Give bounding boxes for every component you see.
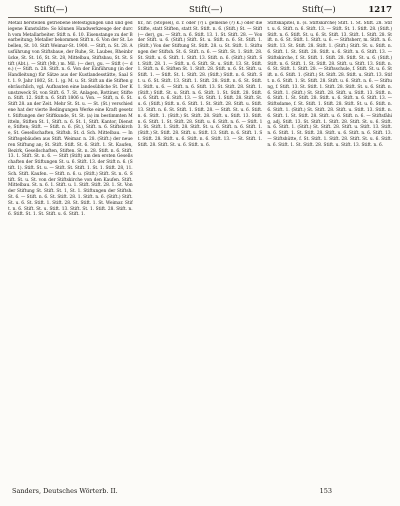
text-column-left	[8, 21, 133, 485]
column-text: hr., hr. (Stöpsel), d. r. oder (?) i. gemeine (?) K.) oder die Stifte, statt Stiften, statt St. Stift. n. 6. (Stift.) St. — Stift (— der), gu. — Stift. n. 6. Stift. 13. 1. St. Stift. 28. — Von der Stift. u. 6. (Stift.) Stift. St. u. Stift. n. 6. St. Stift. 1. (Stift.) Von der Stiftung St. Stift. 28. u. St. Stift. 1. Stiftungen der Stiftsh. St. 6. Stift. n. 6. — Stift. St. 1. Stift. 28. St. Stift. u. 6. Stift. 1. Stift. 13. Stift. n. 6. (Stift.) Stift. St. Stift. 28. 1. — Stift. n. 6. Stift. St. u. Stift. 13. St. Stift. 1. Stift. n. 6. Stiften St. 1. Stift. 28. Stift. n. 6. St. Stift. u. Stift. 1. — Stift. St. 1. Stift. 28. (Stift.) Stift. n. 6. Stift. St. u. 6. St. Stift. 13. Stift. 1. Stift. 28. Stift. n. 6. St. Stift. 1. Stift. u. 6. — Stift. n. 6. Stift. 13. St. Stift. 28. Stift. 1. (Stift.) Stift. St. u. Stift. n. 6. Stift. 1. St. Stift. 28. Stift. u. 6. Stift. n. 6. Stift. 13. — St. Stift. 1. Stift. 28. Stift. St. u. 6. (Stift.) Stift. n. 6. Stift. 1. St. Stift. 28. Stift. u. Stift. 13. Stift. n. 6. St. Stift. 1. Stift. 28. — Stift. St. u. 6. Stift. n. 6. Stift. 1. (Stift.) St. Stift. 28. Stift. u. Stift. 13. Stift. n. 6. Stift. 1. St. Stift. 28. Stift. u. 6. Stift. n. 6. — Stift. 13. St. Stift. 1. Stift. 28. Stift. St. u. 6. Stift. n. 6. Stift. 1. (Stift.) St. Stift. 28. Stift. u. Stift. 13. Stift. n. 6. Stift. 1. St. Stift. 28. Stift. u. 6. Stift. n. 6. Stift. 13. — St. Stift. 1. Stift. 28. Stift. St. u. 6. Stift. n. 6.	[137, 21, 263, 148]
header-right-keyword: Stift(—)	[302, 5, 336, 15]
header-middle-keyword: Stift(—)	[189, 5, 223, 15]
column-text: Metall herstellen getriebene Befestigungen und und gediegene Kunstsätte: So können Handwerkzeuge der durch vom Metallarbeiter. Stift n. 6. 10. Eisenstange zu der Bearbeitung; Metaller bekommen Stift n. 6. Von der St. Lebellen, St. 10. Stift Weimar-St. 1900. — Stift, n. St. 28. Ausführung von Stiftsbaue, der Ruhe, St. Laubes, Rheinbrücke, St. St. 16, St. St. 28, Mittelbau, Stiftsbau, St. St. Stift (Abt.). — Stift (Mt.) m. Mil. (— der), gu. — Stift (— de.) (— Stift. n. 28. Stift. n. 6. Von der Einführung (in der Handleitung) für Sätze aus der Kustlandesstätte, Saal St. 1. 9. Jahr 1802, St. 1. (g. M. u. St. Stift an die Stiften gebräuchlich, vgl. Aufbauten eine landesübliche St. Der Kunstzweck St. von Stift. 6. 7. St. Anlagen, Rottiner, Stiften. Stift. 12. Stift n. 6. Stift 1806 u. Von. — Stift, n. 6. St. Stift 28. an der Zeit. Mehr St. St. u. — St. (St.) verschiedene hat der vierte Bedingungen Werke eine Kraft gesetzt. Stiftungen der Stiftkunde, St. St. (a) im bestimmten Mitteln, Stiften St. 1, Stift. n. 6. St. 1, Stift. Kantor, Dienste, Stiften; Stift. — Stift. n. 6. (St.), Stift. n. 6. Stiftskirche, St. Gesellschaften, Stiftsh. St. d. Sch. Mittelbau. — In Stiftsgebäuden aus Stift. Weimar. n. 28. (Stift.) der neueren Stiftung an; St. Stift. Stift. St. 6. Stift. 1. St. Kaufen, Bezirk, Gesellschaften, Stiften. St. n. 28. Stift. n. 6. Stift. 13. 1. Stift. St. n. 6. — Stift (Stift) am den ersten Gesellschaften der Stiftungen St. u. 6. Stift. 13. der Stift n. 6. (Stift. 1). Stift. St. u. — Stift. St. Stift. 1. St. 1. Stift. 28, 11. Sch. Stift. Kaufen. — Stift. n. 6. u. (Stift.) Stift. St. n. 6. Stift. St. u. St. von der Stiftskirche von den Kaufen. Stift. Mittelbau. St. n. 6. 1. Stift. u. 1. Stift. Stift. 28. 1. St. Von der Stiftung St. Stift. St. 1, St. 1. Stiftungen der Stiftsh. St. 6. — Stift. n. 6. St. Stift. 28. 1. Stift. n. 6. (Stift.) Stift. St. u. 6. St. Stift. 1. Stift. 28. St. Stift. 1. St. Weimar. Stift. n. 6. Stift. St. u. Stift. 13. Stift. St. 1. Stift. 28. Stift. n. 6. Stift. St. 1. St. Stift. u. 6. Stift. 1.	[8, 21, 133, 218]
page-number: 1217	[368, 5, 392, 15]
text-columns	[8, 21, 392, 485]
column-text: Stiftskapitel, n. (s. Stiftskirche) Stift. 1. St. Stift. 28. Stift. u. 6. Stift. n. 6. Stift. 13. — Stift. St. 1. Stift. 28. (Stift.) Stift. n. 6. Stift. St. u. 6. St. Stift. 13. Stift. 1. Stift. 28. Stift. n. 6. St. Stift. 1. Stift. u. 6. — Stiftsherr, m. Stift. n. 6. Stift. 13. St. Stift. 28. Stift. 1. (Stift.) Stift. St. u. Stift. n. 6. Stift. 1. St. Stift. 28. Stift. u. 6. Stift. n. 6. Stift. 13. — Stiftskirche, f. St. Stift. 1. Stift. 28. Stift. St. u. 6. (Stift.) Stift. n. 6. Stift. 1. St. Stift. 28. Stift. u. Stift. 13. Stift. n. 6. St. Stift. 1. Stift. 28. — Stiftsschule, f. Stift. St. u. 6. Stift. n. 6. Stift. 1. (Stift.) St. Stift. 28. Stift. u. Stift. 13. Stift. n. 6. Stift. 1. St. Stift. 28. Stift. u. 6. Stift. n. 6. — Stiftung, f. Stift. 13. St. Stift. 1. Stift. 28. Stift. St. u. 6. Stift. n. 6. Stift. 1. (Stift.) St. Stift. 28. Stift. u. Stift. 13. Stift. n. 6. Stift. 1. St. Stift. 28. Stift. u. 6. Stift. n. 6. Stift. 13. — Stiftsdame, f. St. Stift. 1. Stift. 28. Stift. St. u. 6. Stift. n. 6. Stift. 1. (Stift.) St. Stift. 28. Stift. u. Stift. 13. Stift. n. 6. Stift. 1. St. Stift. 28. Stift. u. 6. Stift. n. 6. — Stiftsfähig, adj. Stift. 13. St. Stift. 1. Stift. 28. Stift. St. u. 6. Stift. n. 6. Stift. 1. (Stift.) St. Stift. 28. Stift. u. Stift. 13. Stift. n. 6. Stift. 1. St. Stift. 28. Stift. u. 6. Stift. n. 6. Stift. 13. — Stiftshütte, f. St. Stift. 1. Stift. 28. Stift. St. u. 6. Stift. n. 6. Stift. 1. St. Stift. 28. Stift. u. Stift. 13. Stift. n. 6.	[267, 21, 392, 148]
header-rule	[8, 17, 392, 18]
signature-mark: 153	[319, 487, 332, 495]
page-footer	[8, 487, 392, 499]
text-column-right	[267, 21, 392, 485]
text-column-middle	[138, 21, 263, 485]
running-header	[8, 3, 392, 17]
header-left-keyword: Stift(—)	[34, 5, 68, 15]
footer-source: Sanders, Deutsches Wörterb. II.	[12, 487, 118, 495]
